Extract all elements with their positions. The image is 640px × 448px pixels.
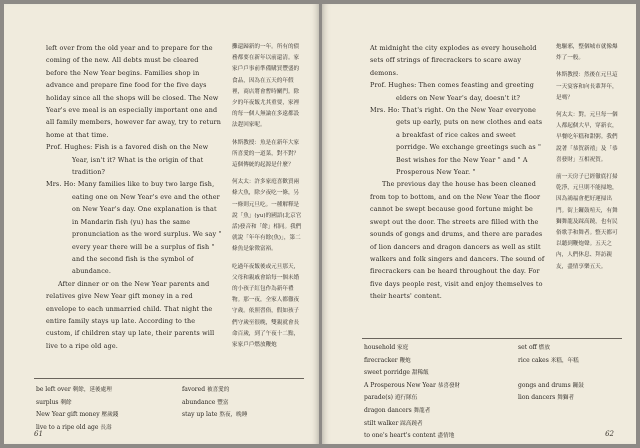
dialogue-ho: Mrs. Ho: Many families like to buy two large fish, eating one on New Year's eve and the other on New Year's day. One explanation is that in Mandarin fish (yu) has the same pronunciation as the word surplus. We say " every year there will be a surplus of fish " and the second fish is the symbol of abundance. [46,180,222,276]
chinese-paragraph: 休斯教授：然後在元旦這一天宴客和向長輩拜年，是嗎？ [556,72,618,101]
vocab-list [182,384,312,422]
vocab-item: to one's heart's content 盡情地 [364,432,455,440]
vocab-divider [34,378,304,379]
chinese-column [232,42,302,357]
dialogue-ho: Mrs. Ho: That's right. On the New Year everyone gets up early, puts on new clothes and eats a breakfast of rice cakes and sweet porridge. We exchange greetings such as " Best wishes for the New Year " and " A Prosperous New Year. " [370,106,543,177]
page-number: 61 [34,430,43,438]
vocab-item: set off 燃放 [518,344,550,351]
vocab-item: lion dancers 舞獅者 [518,394,575,402]
chinese-paragraph: 前一天房子已經徹底打掃乾淨，元旦則不能掃地，因為鴻福會把好運掃出門。街上鑼鼓喧天，有舞獅舞龍及踩高蹺，也有民俗歌手和舞者。整天都可以聽到鞭炮聲。五天之內，人們休息、拜訪親友，盡情享樂五天。 [556,174,618,270]
chinese-paragraph: 吃過年夜飯後或元旦那天，父母和親戚會給每一個未婚的小孩子紅包作為新年禮物。那一夜，全家人都徹夜守歲。依照習俗，假如孩子們守歲至很晚，雙親就會長命百歲，到了午夜十二點，家家戶戶燃放鞭炮 [232,263,300,349]
vocab-item: dragon dancers 舞龍者 [364,406,431,414]
vocab-item: New Year gift money 壓歲錢 [36,411,119,419]
english-paragraph: At midnight the city explodes as every household sets off strings of firecrackers to scare away demons. [370,44,537,77]
dialogue-hughes: Prof. Hughes: Fish is a favored dish on the New Year, isn't it? What is the origin of that tradition? [46,143,209,177]
english-paragraph: left over from the old year and to prepare for the coming of the new. All debts must be cleared before the New Year begins. Families shop in advance and prepare fine food for the five days holiday since all the shops will be closed. The New Year's eve meal is an especially important one and all family members, however far away, try to return home at that time. [46,44,221,139]
left-page [4,4,319,444]
vocab-item: surplus 剩餘 [36,398,72,406]
english-column [370,42,546,303]
vocab-item: rice cakes 米糕，年糕 [518,356,579,364]
chinese-paragraph: 休斯教授：魚是在新年大家所喜愛的一道菜，對不對？這個傳統的起源是什麼？ [232,139,300,169]
vocab-list [364,342,514,443]
vocab-item: gongs and drums 鑼鼓 [518,381,584,389]
vocab-list [518,342,628,405]
english-column [46,42,222,352]
vocab-item: parade(s) 遊行隊伍 [364,394,418,402]
vocab-item: stay up late 熬夜，晚睡 [182,411,248,419]
page-number: 62 [605,430,614,438]
vocab-item: A Prosperous New Year 恭喜發財 [364,381,461,389]
vocab-item: be left over 剩餘，延後處理 [36,386,112,393]
chinese-paragraph: 何太太：對。元旦每一個人都起個大早，穿新衣，早餐吃年糕和甜粥。我們說著「恭賀新禧」及「恭喜發財」互相祝賀。 [556,112,618,163]
vocab-item: live to a ripe old age 長壽 [36,423,112,431]
right-page [322,4,636,444]
english-paragraph: After dinner or on the New Year parents and relatives give New Year gift money in a red envelope to each unmarried child. That night the entire family stays up late. According to the custom, if children stay up late, their parents will live to a ripe old age. [46,279,215,350]
english-paragraph: The previous day the house has been cleaned from top to bottom, and on the New Year the floor cannot be swept because good fortune might be swept out the door. The streets are filled with the sounds of gongs and drums, and there are parades of lion dancers and dragon dancers as well as stilt walkers and folk singers and dancers. The sound of firecrackers can be heard throughout the day. For five days people rest, visit and enjoy themselves to their hearts' content. [370,180,545,301]
vocab-item: stilt walker 踩高蹺者 [364,419,423,427]
vocab-item: favored 被喜愛的 [182,386,230,393]
chinese-column [556,42,620,279]
vocab-divider [362,338,622,339]
vocab-list [36,384,176,434]
chinese-paragraph: 炮驅邪，整個城市就像爆炸了一般。 [556,44,618,62]
vocab-item: abundance 豐富 [182,398,229,406]
vocab-item: firecracker 鞭炮 [364,356,411,364]
chinese-paragraph: 攤還歸新的一年。所有的債務都要在新年以前還清。家家戶戶事前準備購買豐盛的食品，因為在五天的年假裡，商店將會暫時關門。除夕的年夜飯尤其重要，家裡的每一個人無論在多遠都設法趕回家呢。 [232,44,300,129]
vocab-item: household 家庭 [364,344,409,351]
dialogue-hughes: Prof. Hughes: Then comes feasting and greeting elders on New Year's day, doesn't it? [370,81,534,102]
chinese-paragraph: 何太太：許多家庭喜歡買兩條大魚，除夕夜吃一條，另一條則元旦吃。一種解釋是說「魚」(yu)的國語(北京官話)發音和「餘」相同。我們就說「年年有餘(魚)」，第二條魚是象徵富裕。 [232,179,302,253]
vocab-item: sweet porridge 甜稀飯 [364,369,429,377]
